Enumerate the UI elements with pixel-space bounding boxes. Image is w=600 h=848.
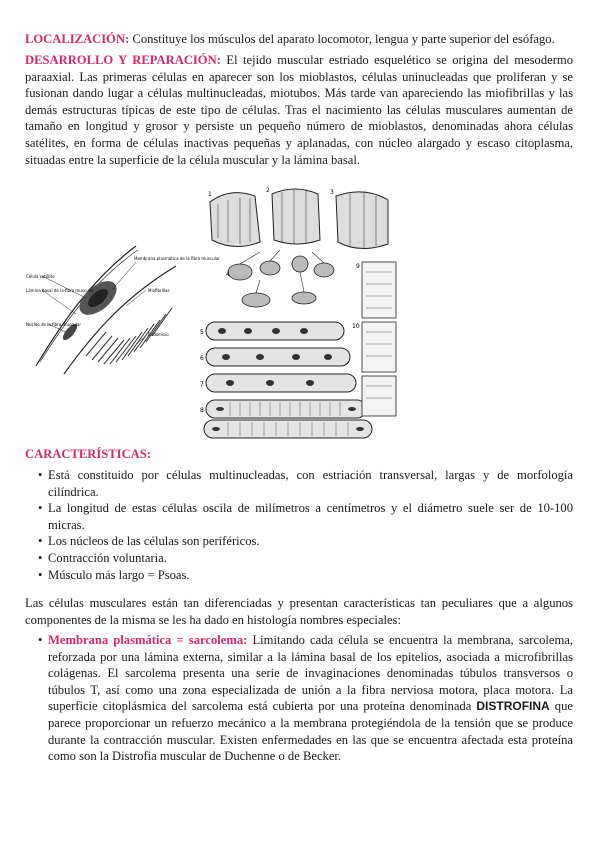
localizacion-text: Constituye los músculos del aparato locomotor, lengua y parte superior del esófago. [129,32,555,46]
satellite-cell-figure [26,236,220,376]
label-5: 5 [200,329,204,336]
desarrollo-text: El tejido muscular estriado esquelético se origina del mesodermo paraaxial. Las primeras células en aparecer son los mioblastos, células uninucleadas que proliferan y se fusionan dando lugar a células multinucleadas, miotubos. Más tarde van apareciendo las miofibrillas y las demás estructuras típicas de este tipo de células. Tras el nacimiento las células musculares aumentan de tamaño en longitud y grosor y persiste un pequeño número de mioblastos, denominadas ahora células satélites, en forma de células inactivas pequeñas y aplanadas, con núcleo alargado y escaso citoplasma, situadas entre la superficie de la célula muscular y la lámina basal. [25,53,573,167]
label-7: 7 [200,381,204,388]
list-item: • Músculo más largo = Psoas. [38,567,573,584]
componentes-list [38,632,573,765]
myogenesis-figure [200,182,400,440]
label-2: 2 [266,187,270,194]
list-item: • Está constituido por células multinucleadas, con estriación transversal, largas y de morfología cilíndrica. [38,467,573,500]
label-9: 9 [356,263,360,270]
intro-nombres-paragraph: Las células musculares están tan diferenciadas y presentan características tan peculiares que a algunos componentes de la misma se les ha dado en histología nombres especiales: [25,596,573,627]
label-8: 8 [200,407,204,414]
label-10: 10 [352,323,360,330]
label-myofibrils: Miofibrillas [148,288,170,293]
membrana-text-b: que parece proporcionar un refuerzo mecánico a la membrana protegiéndola de la tensión que se produce durante la contracción muscular. Existen enfermedades en las que se encuentra afectada esta proteína como son la Distrofia muscular de Duchenne o de Becker. [48,699,573,764]
desarrollo-paragraph [25,52,573,168]
membrana-text-a: Limitando cada célula se encuentra la membrana, sarcolema, reforzada por una lámina externa, similar a la lámina basal de los epitelios, asociada a microfibrillas colágenas. El sarcolema presenta una serie de invaginaciones denominadas túbulos transversos o túbulos T, así como una zona especializada de unión a la fibra nerviosa motora, placa motora. La superficie citoplásmica del sarcolema está cubierta por una proteína denominada [48,633,573,714]
list-item: • Contracción voluntaria. [38,550,573,567]
list-item: • Los núcleos de las células son periféricos. [38,533,573,550]
label-membrane: Membrana plasmática de la fibra muscular [134,256,220,261]
list-item: • La longitud de estas células oscila de milímetros a centímetros y el diámetro suele ser de 10-100 micras. [38,500,573,533]
localizacion-label: LOCALIZACIÓN: [25,32,130,46]
label-3: 3 [330,189,334,196]
label-satellite-cell: Célula satélite [26,274,55,279]
caracteristicas-heading: CARACTERÍSTICAS: [25,447,151,461]
label-basal-lamina: Lámina basal de la fibra muscular [26,288,94,293]
desarrollo-label: DESARROLLO Y REPARACIÓN: [25,53,221,67]
label-endomysium: Endomisio [148,332,169,337]
localizacion-paragraph [25,31,573,48]
label-4: 4 [226,271,230,278]
label-nucleus: Núcleo de la fibra muscular [26,322,82,327]
label-6: 6 [200,355,204,362]
distrofina-term: DISTROFINA [476,699,550,714]
label-1: 1 [208,191,212,198]
membrana-label: Membrana plasmática = sarcolema: [48,633,248,647]
caracteristicas-list [38,467,573,583]
membrana-item [38,632,573,765]
figures-area [0,180,600,442]
